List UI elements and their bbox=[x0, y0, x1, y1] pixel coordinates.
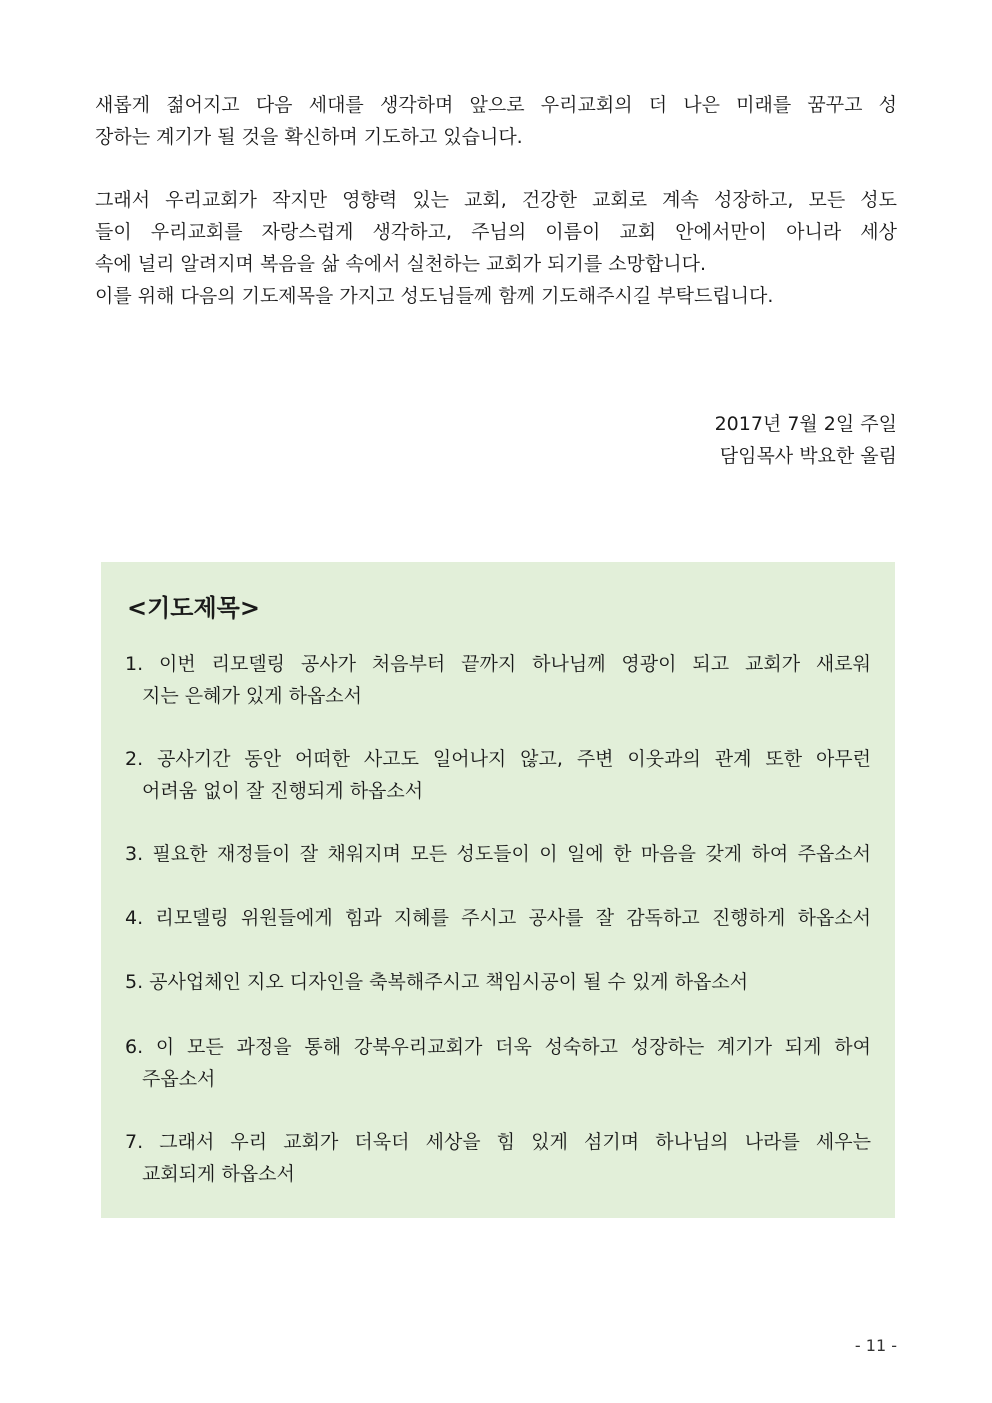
prayer-item-line: 2. 공사기간 동안 어떠한 사고도 일어나지 않고, 주변 이웃과의 관계 또한 아무런 bbox=[125, 748, 871, 770]
prayer-item-1 bbox=[125, 648, 871, 712]
prayer-item-5 bbox=[125, 966, 871, 998]
prayer-item-line: 주옵소서 bbox=[142, 1068, 216, 1090]
prayer-item-7 bbox=[125, 1126, 871, 1190]
signature-date: 2017년 7월 2일 주일 bbox=[714, 413, 897, 435]
prayer-item-line: 1. 이번 리모델링 공사가 처음부터 끝까지 하나님께 영광이 되고 교회가 새로워 bbox=[125, 653, 871, 675]
prayer-item-line: 4. 리모델링 위원들에게 힘과 지혜를 주시고 공사를 잘 감독하고 진행하게 하옵소서 bbox=[125, 907, 871, 929]
prayer-item-line: 7. 그래서 우리 교회가 더욱더 세상을 힘 있게 섬기며 하나님의 나라를 세우는 bbox=[125, 1131, 871, 1153]
signature-block bbox=[715, 408, 897, 472]
prayer-item-3 bbox=[125, 838, 871, 870]
prayer-item-line: 5. 공사업체인 지오 디자인을 축복해주시고 책임시공이 될 수 있게 하옵소서 bbox=[125, 971, 749, 993]
intro-paragraph-1 bbox=[95, 89, 897, 153]
text-line: 속에 널리 알려지며 복음을 삶 속에서 실천하는 교회가 되기를 소망합니다. bbox=[95, 253, 707, 275]
text-line: 들이 우리교회를 자랑스럽게 생각하고, 주님의 이름이 교회 안에서만이 아니라 세상 bbox=[95, 221, 897, 243]
text-line: 장하는 계기가 될 것을 확신하며 기도하고 있습니다. bbox=[95, 126, 523, 148]
text-line: 이를 위해 다음의 기도제목을 가지고 성도님들께 함께 기도해주시길 부탁드립니다. bbox=[95, 285, 774, 307]
prayer-item-line: 지는 은혜가 있게 하옵소서 bbox=[142, 685, 363, 707]
intro-paragraph-2 bbox=[95, 184, 897, 312]
prayer-item-6 bbox=[125, 1031, 871, 1095]
text-line: 그래서 우리교회가 작지만 영향력 있는 교회, 건강한 교회로 계속 성장하고, 모든 성도 bbox=[95, 189, 897, 211]
prayer-item-line: 어려움 없이 잘 진행되게 하옵소서 bbox=[142, 780, 424, 802]
text-line: 새롭게 젊어지고 다음 세대를 생각하며 앞으로 우리교회의 더 나은 미래를 꿈꾸고 성 bbox=[95, 94, 897, 116]
prayer-topics-box bbox=[101, 562, 895, 1218]
prayer-item-line: 3. 필요한 재정들이 잘 채워지며 모든 성도들이 이 일에 한 마음을 갖게 하여 주옵소서 bbox=[125, 843, 871, 865]
prayer-item-2 bbox=[125, 743, 871, 807]
prayer-item-line: 6. 이 모든 과정을 통해 강북우리교회가 더욱 성숙하고 성장하는 계기가 되게 하여 bbox=[125, 1036, 871, 1058]
prayer-item-4 bbox=[125, 902, 871, 934]
prayer-item-line: 교회되게 하옵소서 bbox=[142, 1163, 295, 1185]
prayer-topics-title: <기도제목> bbox=[127, 594, 260, 622]
signature-author: 담임목사 박요한 올림 bbox=[719, 445, 897, 467]
page-number: - 11 - bbox=[854, 1336, 897, 1355]
